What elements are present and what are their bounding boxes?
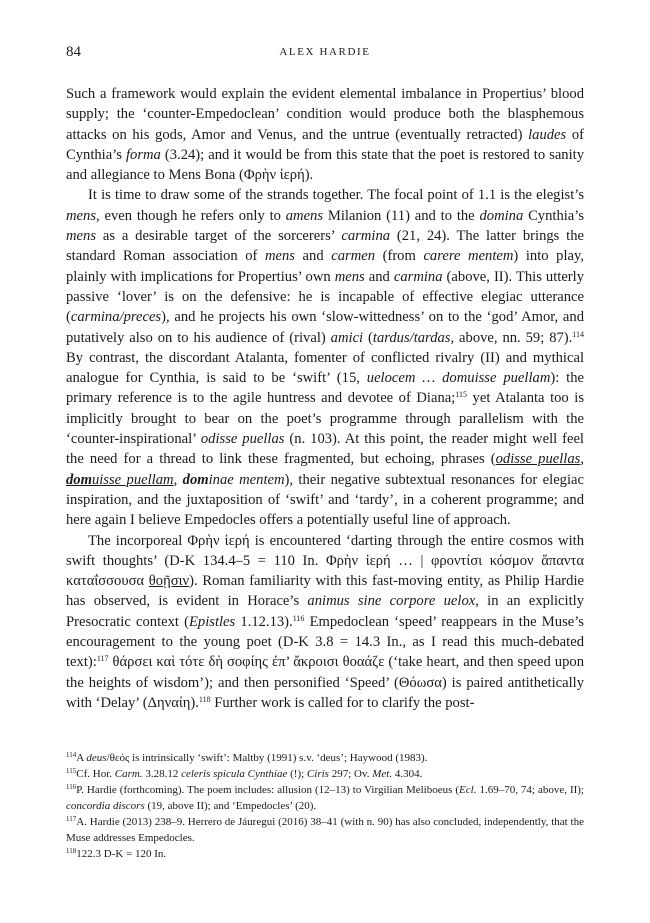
footnote-ref-117[interactable]: 117	[96, 654, 109, 664]
footnote-117: $^{117}$A. Hardie (2013) 238–9. Herrero de Jáuregui (2016) 38–41 (with n. 90) has also concluded, independently, that the Muse addresses Empedocles.	[66, 815, 584, 844]
paragraph-1: Such a framework would explain the evident elemental imbalance in Propertius’ blood supply; the ‘counter-Empedoclean’ condition would produce both the blasphemous attacks on his gods, Amor and Venus, and the untrue (eventually retracted) laudes of Cynthia’s forma (3.24); and it would be from this state that the poet is restored to sanity and allegiance to Mens Bona (Φρὴν ἱερή).	[66, 86, 585, 184]
footnote-114: $^{114}$A deus/θεός is intrinsically ‘swift’: Maltby (1991) s.v. ‘deus’; Haywood (1983).	[66, 751, 428, 764]
main-text	[66, 84, 584, 713]
footnote-116: $^{116}$P. Hardie (forthcoming). The poem includes: allusion (12–13) to Virgilian Meliboeus (Ecl. 1.69–70, 74; above, II); concordia discors (19, above II); and ‘Empedocles’ (20).	[66, 783, 584, 812]
paragraph-3: The incorporeal Φρὴν ἱερή is encountered ‘darting through the entire cosmos with swift thoughts’ (D-K 134.4–5 = 110 In. Φρὴν ἱερή … | φροντίσι κόσμον ἅπαντα καταΐσσουσα θοῇσιν). Roman familiarity with this fast-moving entity, as Philip Hardie has observed, is evident in Horace’s animus sine corpore uelox, in an explicitly Presocratic context (Epistles 1.12.13).$^{116}$ Empedoclean ‘speed’ reappears in the Muse’s encouragement to the young poet (D-K 3.8 = 14.3 In., as I read this much-debated text):$^{117}$ θάρσει καὶ τότε δὴ σοφίης ἐπ’ ἄκροισι θοαάζε (‘take heart, and then speed upon the heights of wisdom’); and then personified ‘Speed’ (Θόωσα) is paired antithetically with ‘Delay’ (Δηναίη).$^{118}$ Further work is called for to clarify the post-	[66, 532, 584, 711]
footnote-ref-116[interactable]: 116	[292, 613, 305, 623]
footnote-ref-114[interactable]: 114	[572, 329, 584, 339]
footnote-115: $^{115}$Cf. Hor. Carm. 3.28.12 celeris spicula Cynthiae (!); Ciris 297; Ov. Met. 4.304.	[66, 767, 423, 780]
footnote-118: $^{118}$122.3 D-K = 120 In.	[66, 847, 167, 860]
page-number: 84	[66, 44, 81, 60]
footnotes	[66, 750, 584, 862]
running-head: ALEX HARDIE	[279, 46, 371, 58]
footnote-ref-118[interactable]: 118	[198, 694, 211, 704]
footnote-ref-115[interactable]: 115	[455, 390, 467, 400]
paragraph-2: It is time to draw some of the strands together. The focal point of 1.1 is the elegist’s mens, even though he refers only to amens Milanion (11) and to the domina Cynthia’s mens as a desirable target of the sorcerers’ carmina (21, 24). The latter brings the standard Roman association of mens and carmen (from carere mentem) into play, plainly with implications for Propertius’ own mens and carmina (above, II). This utterly passive ‘lover’ is on the defensive: he is incapable of effective elegiac utterance (carmina/preces), and he projects his own ‘slow-wittedness’ on to the ‘god’ Amor, and putatively also on to his audience of (rival) amici (tardus/tardas, above, nn. 59; 87).$^{114}$ By contrast, the discordant Atalanta, fomenter of conflicted rivalry (II) and mythical analogue for Cynthia, is said to be ‘swift’ (15, uelocem … domuisse puellam): the primary reference is to the agile huntress and devotee of Diana;$^{115}$ yet Atalanta too is implicitly brought to bear on the poet’s programme through parallelism with the ‘counter-inspirational’ odisse puellas (n. 103). At this point, the reader might well feel the need for a thread to link these fragmented, but echoing, phrases (odisse puellas, domuisse puellam, dominae mentem), their negative subtextual resonances for elegiac inspiration, and the juxtaposition of ‘swift’ and ‘tardy’, in a coherent programme; and here again I believe Empedocles offers a potentially useful line of approach.	[66, 187, 585, 529]
